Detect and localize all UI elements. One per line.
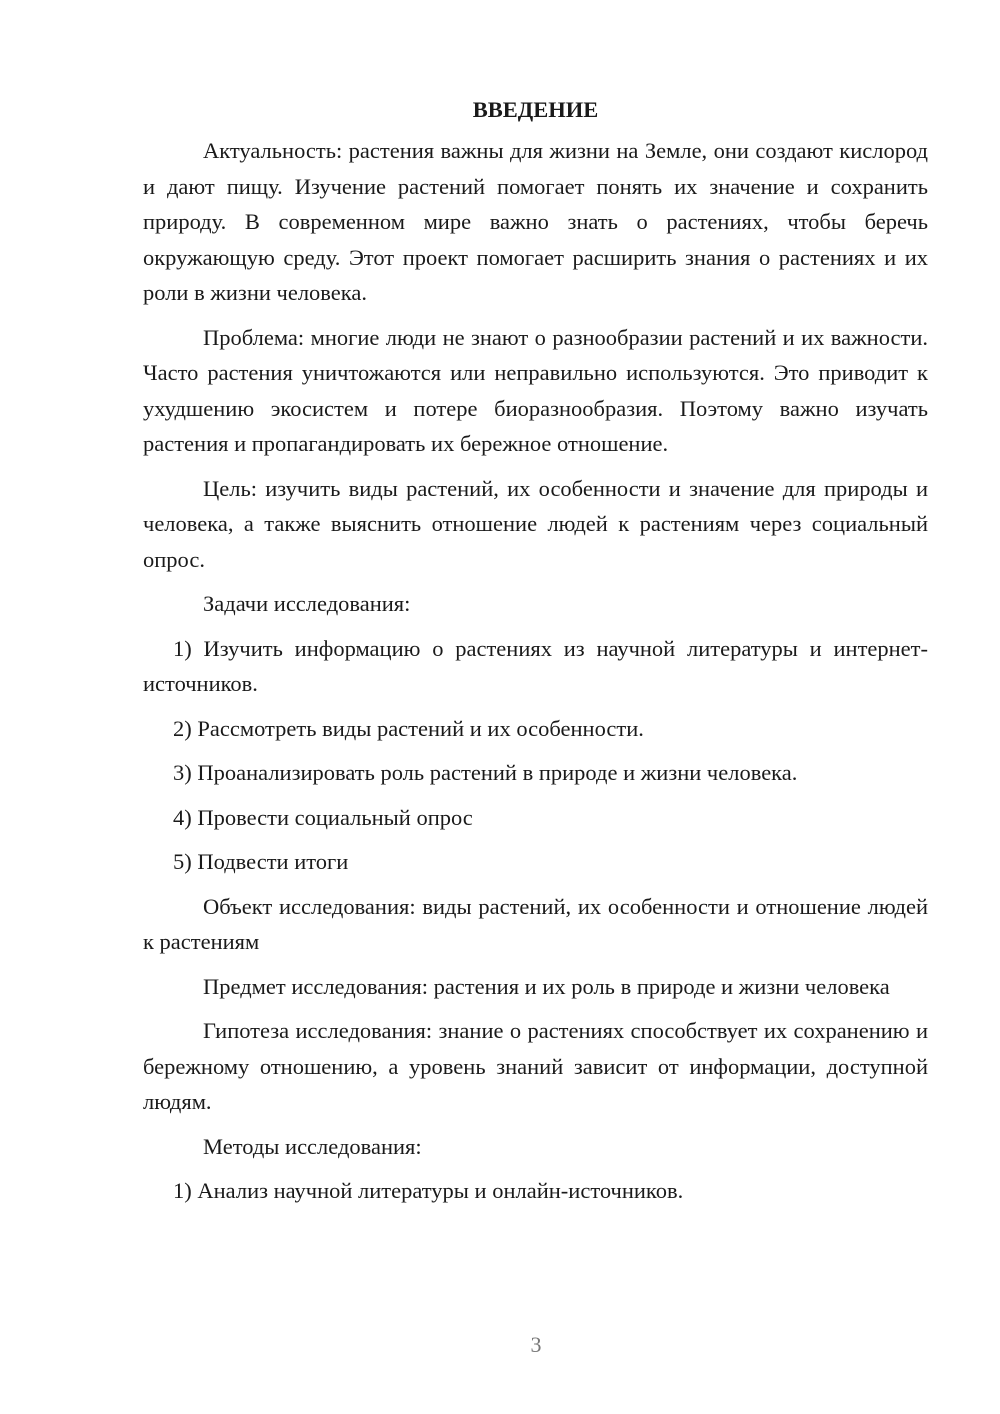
paragraph-problem: Проблема: многие люди не знают о разнообразии растений и их важности. Часто растения уничтожаются или неправильно используются. Это приводит к ухудшению экосистем и потере биоразнообразия. Поэтому важно изучать растения и пропагандировать их бережное отношение. [143, 324, 928, 456]
method-item-1: 1) Анализ научной литературы и онлайн-источников. [173, 1178, 684, 1203]
paragraph-relevance: Актуальность: растения важны для жизни на Земле, они создают кислород и дают пищу. Изучение растений помогает понять их значение и сохранить природу. В современном мире важно знать о растениях, чтобы беречь окружающую среду. Этот проект помогает расширить знания о растениях и их роли в жизни человека. [143, 138, 928, 305]
tasks-title: Задачи исследования: [203, 591, 411, 616]
paragraph-hypothesis: Гипотеза исследования: знание о растениях способствует их сохранению и бережному отношению, а уровень знаний зависит от информации, доступной людям. [143, 1018, 928, 1114]
paragraph-object: Объект исследования: виды растений, их особенности и отношение людей к растениям [143, 893, 928, 954]
task-item-4: 4) Провести социальный опрос [173, 804, 473, 830]
page-content [143, 92, 928, 1218]
task-item-5: 5) Подвести итоги [173, 849, 349, 874]
methods-title: Методы исследования: [203, 1133, 422, 1159]
task-item-2: 2) Рассмотреть виды растений и их особенности. [173, 715, 644, 741]
task-item-3: 3) Проанализировать роль растений в природе и жизни человека. [173, 760, 798, 785]
paragraph-subject: Предмет исследования: растения и их роль в природе и жизни человека [203, 973, 890, 999]
page-number: 3 [530, 1332, 542, 1357]
paragraph-goal: Цель: изучить виды растений, их особенности и значение для природы и человека, а также выяснить отношение людей к растениям через социальный опрос. [143, 475, 928, 572]
section-heading: ВВЕДЕНИЕ [472, 97, 599, 122]
task-item-1: 1) Изучить информацию о растениях из научной литературы и интернет-источников. [143, 635, 928, 696]
